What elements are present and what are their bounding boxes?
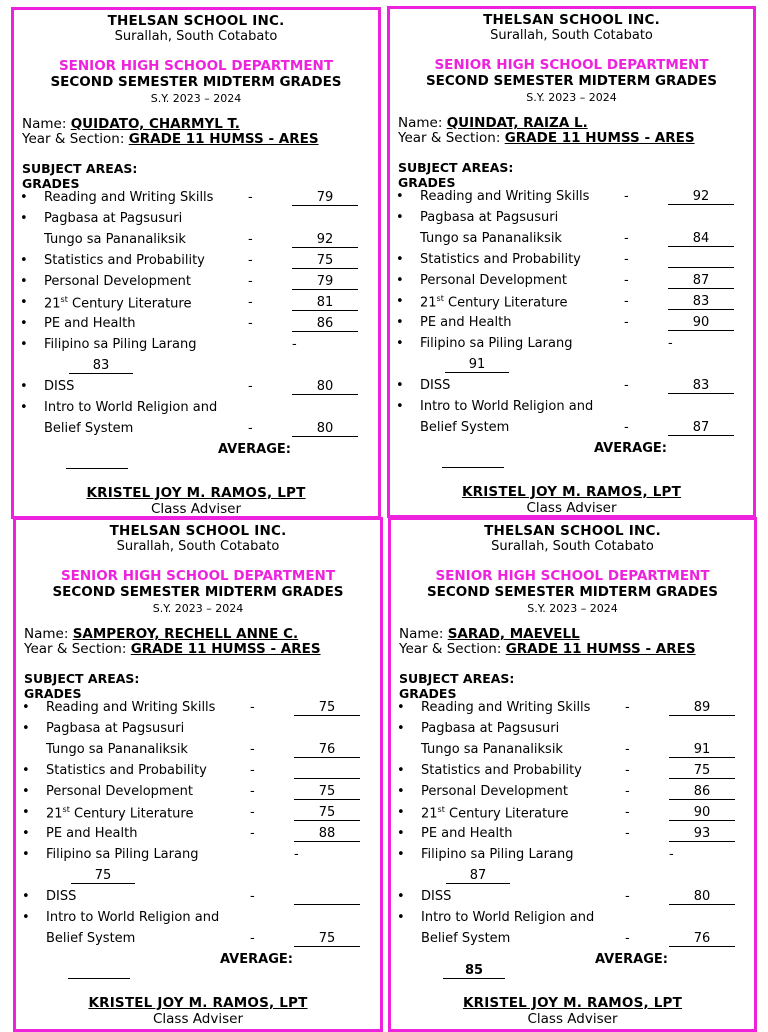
dash-separator: - <box>624 420 629 435</box>
grade-value: 81 <box>292 295 358 311</box>
grade-card <box>388 517 757 1032</box>
bullet-icon: • <box>22 721 30 736</box>
subject-label: Intro to World Religion and <box>44 400 218 415</box>
subject-label: Pagbasa at Pagsusuri <box>44 211 183 226</box>
subject-row-pagbasa-line1 <box>390 210 753 231</box>
subject-row-statistics <box>391 763 754 784</box>
grade-value: 84 <box>668 231 734 247</box>
subject-label: Personal Development <box>44 274 191 289</box>
subject-label: Reading and Writing Skills <box>421 700 591 715</box>
student-name: QUIDATO, CHARMYL T. <box>70 116 240 132</box>
section-label: Year & Section: <box>24 641 127 657</box>
student-name-row <box>398 115 588 131</box>
dash-separator: - <box>624 252 629 267</box>
adviser-role: Class Adviser <box>527 1011 618 1027</box>
grade-value: 79 <box>292 274 358 290</box>
subject-areas-heading: SUBJECT AREAS: <box>22 161 138 176</box>
grade-value: 92 <box>292 232 358 248</box>
subject-label: Belief System <box>44 421 134 436</box>
subject-row-religion-line1 <box>390 399 753 420</box>
dash-separator: - <box>248 295 253 310</box>
adviser-name: KRISTEL JOY M. RAMOS, LPT <box>88 995 308 1011</box>
dash-separator: - <box>248 253 253 268</box>
dash-separator: - <box>625 763 630 778</box>
school-name: THELSAN SCHOOL INC. <box>483 12 660 28</box>
dash-separator: - <box>625 784 630 799</box>
subject-label: DISS <box>420 378 451 393</box>
bullet-icon: • <box>20 190 28 205</box>
bullet-icon: • <box>20 253 28 268</box>
subject-label: Filipino sa Piling Larang <box>46 847 199 862</box>
subject-label-part: 21 <box>421 806 438 822</box>
subject-areas-heading: SUBJECT AREAS: <box>24 671 140 686</box>
subject-row-religion-line2 <box>16 931 380 952</box>
subject-row-literature <box>14 295 378 316</box>
subject-label: Belief System <box>420 420 510 435</box>
dash-separator: - <box>294 847 299 862</box>
bullet-icon: • <box>397 805 405 820</box>
subject-label: Personal Development <box>46 784 193 799</box>
subject-row-pagbasa-line2 <box>14 232 378 253</box>
subject-label-part: 21 <box>46 806 63 822</box>
grade-value: 75 <box>292 253 358 269</box>
subject-row-reading-writing <box>14 190 378 211</box>
subject-row-diss <box>390 378 753 399</box>
dash-separator: - <box>248 232 253 247</box>
bullet-icon: • <box>396 315 404 330</box>
grade-value: 75 <box>294 931 360 947</box>
grade-value: 75 <box>71 868 135 884</box>
subject-areas-heading: SUBJECT AREAS: <box>398 160 514 175</box>
grade-value <box>294 889 360 905</box>
school-address: Surallah, South Cotabato <box>114 29 278 44</box>
dash-separator: - <box>668 336 673 351</box>
bullet-icon: • <box>22 910 30 925</box>
subject-label: Pagbasa at Pagsusuri <box>421 721 560 736</box>
dash-separator: - <box>250 742 255 757</box>
department-title: SENIOR HIGH SCHOOL DEPARTMENT <box>60 568 336 584</box>
dash-separator: - <box>250 889 255 904</box>
bullet-icon: • <box>20 316 28 331</box>
grade-value: 87 <box>668 420 734 436</box>
grade-value: 90 <box>668 315 734 331</box>
bullet-icon: • <box>396 336 404 351</box>
bullet-icon: • <box>397 784 405 799</box>
dash-separator: - <box>624 231 629 246</box>
student-section: GRADE 11 HUMSS - ARES <box>505 641 696 657</box>
semester-title: SECOND SEMESTER MIDTERM GRADES <box>425 73 718 89</box>
superscript: st <box>437 805 445 814</box>
superscript: st <box>62 805 70 814</box>
student-name-row <box>22 116 240 132</box>
grade-value: 83 <box>668 378 734 394</box>
bullet-icon: • <box>20 379 28 394</box>
subject-label: Tungo sa Pananaliksik <box>420 231 562 246</box>
subject-label: Filipino sa Piling Larang <box>421 847 574 862</box>
dash-separator: - <box>250 784 255 799</box>
grade-value: 75 <box>294 784 360 800</box>
subject-row-filipino-grade <box>391 868 754 889</box>
subject-row-religion-line2 <box>14 421 378 442</box>
subject-row-pagbasa-line2 <box>391 742 754 763</box>
student-section: GRADE 11 HUMSS - ARES <box>128 131 319 147</box>
subject-label: PE and Health <box>44 316 136 331</box>
name-label: Name: <box>398 115 443 131</box>
dash-separator: - <box>248 190 253 205</box>
subject-row-filipino-grade <box>390 357 753 378</box>
bullet-icon: • <box>20 211 28 226</box>
dash-separator: - <box>248 274 253 289</box>
grade-value: 88 <box>294 826 360 842</box>
adviser-name: KRISTEL JOY M. RAMOS, LPT <box>461 484 682 500</box>
name-label: Name: <box>399 626 444 642</box>
grade-value: 83 <box>668 294 734 310</box>
dash-separator: - <box>250 700 255 715</box>
department-title: SENIOR HIGH SCHOOL DEPARTMENT <box>435 568 710 584</box>
grade-value: 91 <box>445 357 509 373</box>
bullet-icon: • <box>22 700 30 715</box>
bullet-icon: • <box>397 700 405 715</box>
subject-label: Statistics and Probability <box>421 763 582 778</box>
subject-label-part: Century Literature <box>444 806 569 822</box>
grade-card <box>11 7 381 519</box>
dash-separator: - <box>624 189 629 204</box>
dash-separator: - <box>625 889 630 904</box>
grade-value: 75 <box>669 763 735 779</box>
grade-value: 83 <box>69 358 133 374</box>
dash-separator: - <box>250 763 255 778</box>
bullet-icon: • <box>22 889 30 904</box>
school-year: S.Y. 2023 – 2024 <box>526 91 617 104</box>
subject-row-filipino-grade <box>16 868 380 889</box>
subject-label <box>420 294 567 310</box>
subject-label: Statistics and Probability <box>44 253 205 268</box>
average-label: AVERAGE: <box>595 952 668 967</box>
school-address: Surallah, South Cotabato <box>116 539 280 554</box>
dash-separator: - <box>250 931 255 946</box>
name-label: Name: <box>22 116 67 132</box>
bullet-icon: • <box>396 210 404 225</box>
subject-row-statistics <box>14 253 378 274</box>
bullet-icon: • <box>22 847 30 862</box>
subject-row-religion-line1 <box>14 400 378 421</box>
school-address: Surallah, South Cotabato <box>490 28 653 43</box>
school-year: S.Y. 2023 – 2024 <box>150 92 242 105</box>
grades-heading: GRADES <box>398 175 456 190</box>
subject-row-filipino <box>390 336 753 357</box>
subject-label: Belief System <box>421 931 511 946</box>
bullet-icon: • <box>397 847 405 862</box>
subject-row-diss <box>391 889 754 910</box>
grade-value: 80 <box>292 379 358 395</box>
average-value <box>442 452 504 468</box>
dash-separator: - <box>624 294 629 309</box>
subject-label-part: 21 <box>420 295 437 311</box>
subject-label: Statistics and Probability <box>46 763 207 778</box>
grade-card <box>13 517 383 1032</box>
subject-row-diss <box>14 379 378 400</box>
subject-row-pagbasa-line2 <box>390 231 753 252</box>
subject-label <box>46 805 193 821</box>
subject-label: Belief System <box>46 931 136 946</box>
subject-row-reading-writing <box>16 700 380 721</box>
grade-value: 75 <box>294 805 360 821</box>
adviser-role: Class Adviser <box>526 500 617 516</box>
grade-value: 92 <box>668 189 734 205</box>
subject-label: Intro to World Religion and <box>420 399 594 414</box>
subject-label <box>421 805 568 821</box>
bullet-icon: • <box>396 189 404 204</box>
subject-label: DISS <box>421 889 452 904</box>
subject-row-pagbasa-line1 <box>14 211 378 232</box>
dash-separator: - <box>625 931 630 946</box>
subject-label: Reading and Writing Skills <box>420 189 590 204</box>
subject-row-filipino <box>391 847 754 868</box>
school-name: THELSAN SCHOOL INC. <box>109 523 287 539</box>
subject-row-statistics <box>16 763 380 784</box>
subject-label: DISS <box>44 379 75 394</box>
grade-value: 80 <box>669 889 735 905</box>
bullet-icon: • <box>20 400 28 415</box>
superscript: st <box>60 295 68 304</box>
subject-row-pagbasa-line1 <box>16 721 380 742</box>
subject-label: Pagbasa at Pagsusuri <box>420 210 559 225</box>
section-label: Year & Section: <box>398 130 501 146</box>
name-label: Name: <box>24 626 69 642</box>
grade-value: 76 <box>669 931 735 947</box>
department-title: SENIOR HIGH SCHOOL DEPARTMENT <box>58 58 334 74</box>
subject-label: Personal Development <box>420 273 567 288</box>
section-row <box>399 641 696 657</box>
bullet-icon: • <box>397 763 405 778</box>
dash-separator: - <box>625 742 630 757</box>
school-name: THELSAN SCHOOL INC. <box>107 13 285 29</box>
adviser-role: Class Adviser <box>150 501 241 517</box>
subject-row-personal-development <box>391 784 754 805</box>
subject-row-literature <box>16 805 380 826</box>
subject-label: Pagbasa at Pagsusuri <box>46 721 185 736</box>
dash-separator: - <box>292 337 297 352</box>
subject-label <box>44 295 191 311</box>
subject-row-pe-health <box>14 316 378 337</box>
subject-row-reading-writing <box>390 189 753 210</box>
subject-label-part: Century Literature <box>67 296 192 312</box>
student-section: GRADE 11 HUMSS - ARES <box>130 641 321 657</box>
subject-label: DISS <box>46 889 77 904</box>
grade-card <box>387 6 756 518</box>
subject-row-filipino <box>14 337 378 358</box>
subject-row-pe-health <box>390 315 753 336</box>
bullet-icon: • <box>396 273 404 288</box>
subject-label: Intro to World Religion and <box>421 910 595 925</box>
student-name: SARAD, MAEVELL <box>447 626 580 642</box>
bullet-icon: • <box>20 274 28 289</box>
grades-heading: GRADES <box>22 176 80 191</box>
dash-separator: - <box>248 379 253 394</box>
section-label: Year & Section: <box>22 131 125 147</box>
bullet-icon: • <box>396 399 404 414</box>
subject-row-personal-development <box>16 784 380 805</box>
bullet-icon: • <box>20 295 28 310</box>
grade-value: 80 <box>292 421 358 437</box>
grade-value: 79 <box>292 190 358 206</box>
subject-row-literature <box>391 805 754 826</box>
grade-value: 76 <box>294 742 360 758</box>
subject-row-pe-health <box>391 826 754 847</box>
subject-label: Statistics and Probability <box>420 252 581 267</box>
subject-label-part: Century Literature <box>69 806 194 822</box>
grade-value: 87 <box>446 868 510 884</box>
dash-separator: - <box>625 826 630 841</box>
student-name-row <box>24 626 298 642</box>
grade-value: 91 <box>669 742 735 758</box>
subject-row-literature <box>390 294 753 315</box>
dash-separator: - <box>624 273 629 288</box>
subject-row-diss <box>16 889 380 910</box>
student-name: QUINDAT, RAIZA L. <box>446 115 588 131</box>
subject-row-filipino <box>16 847 380 868</box>
subject-label: Tungo sa Pananaliksik <box>46 742 188 757</box>
adviser-role: Class Adviser <box>152 1011 243 1027</box>
dash-separator: - <box>624 378 629 393</box>
bullet-icon: • <box>397 721 405 736</box>
subject-label: Reading and Writing Skills <box>44 190 214 205</box>
bullet-icon: • <box>397 826 405 841</box>
superscript: st <box>436 294 444 303</box>
subject-row-personal-development <box>14 274 378 295</box>
subject-areas-heading: SUBJECT AREAS: <box>399 671 515 686</box>
bullet-icon: • <box>22 805 30 820</box>
section-row <box>398 130 695 146</box>
school-name: THELSAN SCHOOL INC. <box>484 523 661 539</box>
semester-title: SECOND SEMESTER MIDTERM GRADES <box>50 74 342 90</box>
bullet-icon: • <box>397 910 405 925</box>
subject-row-religion-line1 <box>16 910 380 931</box>
dash-separator: - <box>250 826 255 841</box>
school-year: S.Y. 2023 – 2024 <box>527 602 618 615</box>
dash-separator: - <box>669 847 674 862</box>
section-row <box>24 641 321 657</box>
subject-label: PE and Health <box>46 826 138 841</box>
grade-value: 87 <box>668 273 734 289</box>
grade-value <box>668 252 734 268</box>
grade-value <box>294 763 360 779</box>
subject-row-reading-writing <box>391 700 754 721</box>
subject-row-religion-line2 <box>391 931 754 952</box>
section-label: Year & Section: <box>399 641 502 657</box>
subject-label: Filipino sa Piling Larang <box>420 336 573 351</box>
dash-separator: - <box>248 421 253 436</box>
subject-label-part: Century Literature <box>443 295 568 311</box>
student-section: GRADE 11 HUMSS - ARES <box>504 130 695 146</box>
average-label: AVERAGE: <box>220 952 293 967</box>
adviser-name: KRISTEL JOY M. RAMOS, LPT <box>86 485 306 501</box>
subject-row-pe-health <box>16 826 380 847</box>
school-address: Surallah, South Cotabato <box>491 539 654 554</box>
grade-value: 86 <box>292 316 358 332</box>
subject-label: Intro to World Religion and <box>46 910 220 925</box>
subject-label: Personal Development <box>421 784 568 799</box>
school-year: S.Y. 2023 – 2024 <box>152 602 244 615</box>
average-label: AVERAGE: <box>218 442 291 457</box>
subject-row-statistics <box>390 252 753 273</box>
bullet-icon: • <box>396 294 404 309</box>
subject-label-part: 21 <box>44 296 61 312</box>
dash-separator: - <box>248 316 253 331</box>
subject-row-religion-line1 <box>391 910 754 931</box>
subject-row-filipino-grade <box>14 358 378 379</box>
grade-value: 90 <box>669 805 735 821</box>
student-name: SAMPEROY, RECHELL ANNE C. <box>72 626 299 642</box>
bullet-icon: • <box>397 889 405 904</box>
semester-title: SECOND SEMESTER MIDTERM GRADES <box>426 584 719 600</box>
subject-label: Filipino sa Piling Larang <box>44 337 197 352</box>
subject-row-religion-line2 <box>390 420 753 441</box>
subject-row-personal-development <box>390 273 753 294</box>
section-row <box>22 131 319 147</box>
grades-heading: GRADES <box>399 686 457 701</box>
dash-separator: - <box>250 805 255 820</box>
dash-separator: - <box>625 700 630 715</box>
average-value <box>68 963 130 979</box>
bullet-icon: • <box>20 337 28 352</box>
dash-separator: - <box>624 315 629 330</box>
grades-heading: GRADES <box>24 686 82 701</box>
bullet-icon: • <box>22 763 30 778</box>
grade-value: 75 <box>294 700 360 716</box>
subject-label: PE and Health <box>421 826 513 841</box>
bullet-icon: • <box>396 378 404 393</box>
grade-value: 89 <box>669 700 735 716</box>
subject-label: Tungo sa Pananaliksik <box>421 742 563 757</box>
bullet-icon: • <box>22 784 30 799</box>
subject-label: Reading and Writing Skills <box>46 700 216 715</box>
subject-row-pagbasa-line1 <box>391 721 754 742</box>
grade-value: 86 <box>669 784 735 800</box>
subject-row-pagbasa-line2 <box>16 742 380 763</box>
grade-value: 93 <box>669 826 735 842</box>
bullet-icon: • <box>396 252 404 267</box>
dash-separator: - <box>625 805 630 820</box>
average-label: AVERAGE: <box>594 441 667 456</box>
semester-title: SECOND SEMESTER MIDTERM GRADES <box>52 584 344 600</box>
subject-label: Tungo sa Pananaliksik <box>44 232 186 247</box>
average-value <box>66 453 128 469</box>
student-name-row <box>399 626 580 642</box>
subject-label: PE and Health <box>420 315 512 330</box>
department-title: SENIOR HIGH SCHOOL DEPARTMENT <box>434 57 709 73</box>
bullet-icon: • <box>22 826 30 841</box>
adviser-name: KRISTEL JOY M. RAMOS, LPT <box>462 995 683 1011</box>
average-value: 85 <box>443 963 505 979</box>
